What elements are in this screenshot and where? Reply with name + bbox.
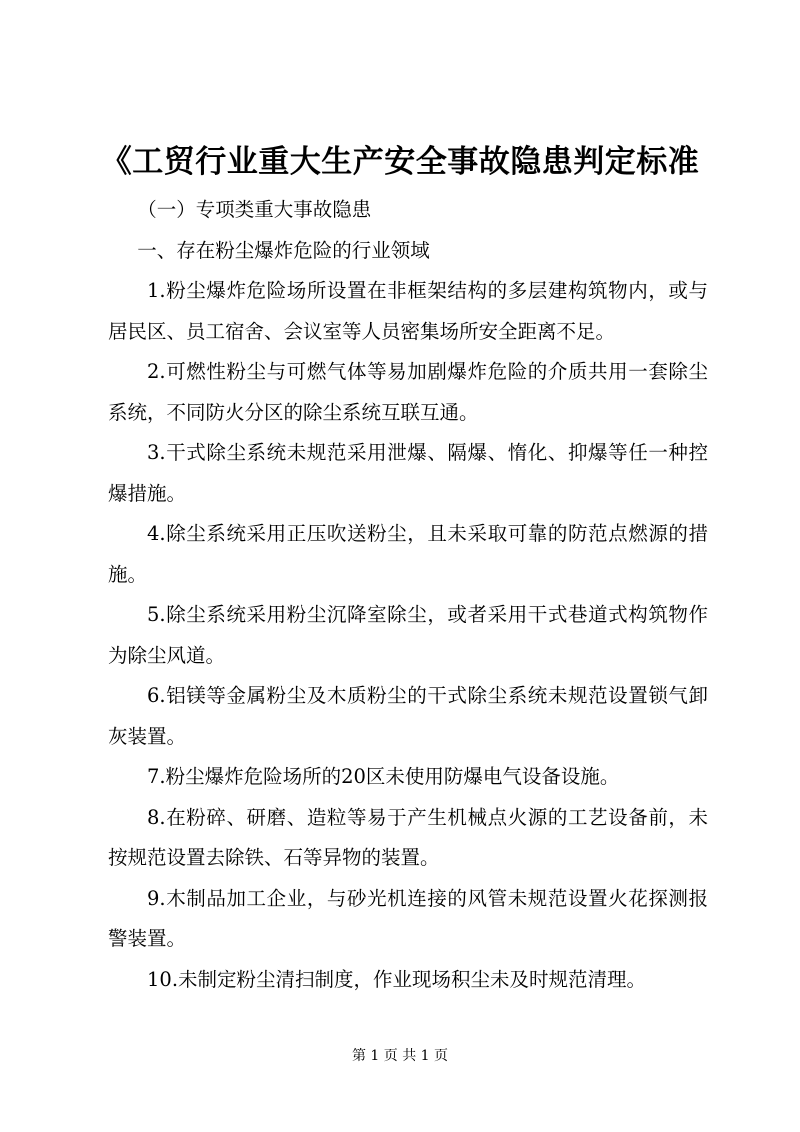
list-item: 9.木制品加工企业，与砂光机连接的风管未规范设置火花探测报警装置。	[108, 886, 708, 950]
list-item: 4.除尘系统采用正压吹送粉尘，且未采取可靠的防范点燃源的措施。	[108, 522, 708, 586]
section-heading: （一）专项类重大事故隐患	[137, 198, 372, 221]
list-item: 10.未制定粉尘清扫制度，作业现场积尘未及时规范清理。	[147, 967, 647, 991]
subsection-heading: 一、存在粉尘爆炸危险的行业领域	[137, 238, 430, 262]
list-item: 2.可燃性粉尘与可燃气体等易加剧爆炸危险的介质共用一套除尘系统，不同防火分区的除尘系统互联互通。	[108, 360, 708, 424]
document-title: 《工贸行业重大生产安全事故隐患判定标准	[100, 144, 700, 180]
list-item: 3.干式除尘系统未规范采用泄爆、隔爆、惰化、抑爆等任一种控爆措施。	[108, 441, 708, 505]
page-number-footer: 第 1 页 共 1 页	[351, 1048, 449, 1064]
list-item: 6.铝镁等金属粉尘及木质粉尘的干式除尘系统未规范设置锁气卸灰装置。	[108, 684, 708, 748]
list-item: 7.粉尘爆炸危险场所的20区未使用防爆电气设备设施。	[147, 765, 620, 788]
document-body	[108, 190, 708, 1000]
list-item: 5.除尘系统采用粉尘沉降室除尘，或者采用干式巷道式构筑物作为除尘风道。	[108, 603, 708, 667]
list-item: 1.粉尘爆炸危险场所设置在非框架结构的多层建构筑物内，或与居民区、员工宿舍、会议室等人员密集场所安全距离不足。	[108, 279, 708, 343]
list-item: 8.在粉碎、研磨、造粒等易于产生机械点火源的工艺设备前，未按规范设置去除铁、石等异物的装置。	[108, 805, 708, 869]
